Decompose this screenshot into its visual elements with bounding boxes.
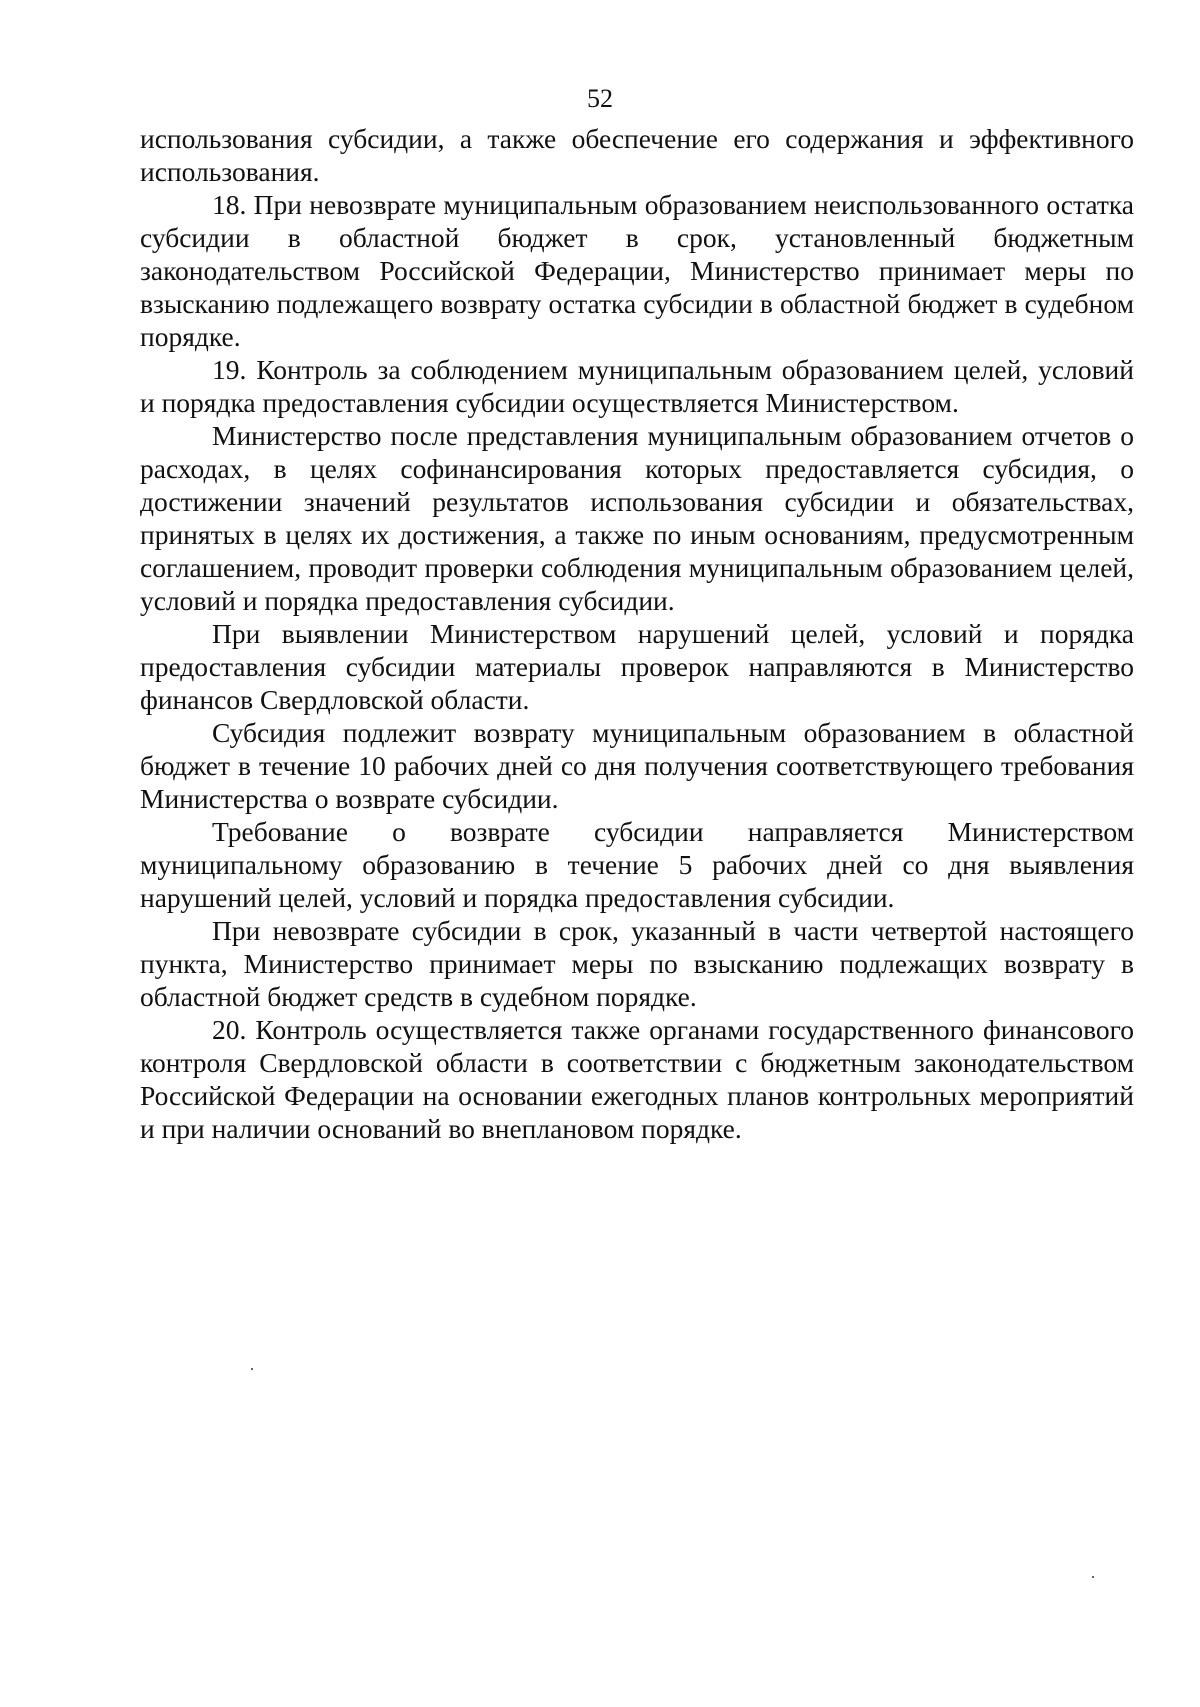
paragraph-continuation: использования субсидии, а также обеспечение его содержания и эффективного использования. (140, 123, 1134, 187)
paragraph-non-refund: При невозврате субсидии в срок, указанный в части четвертой настоящего пункта, Министерство принимает меры по взысканию подлежащих возврату в областной бюджет средств в судебном порядке. (140, 915, 1134, 1012)
document-body (140, 122, 1134, 1145)
paragraph-ministry-checks: Министерство после представления муниципальным образованием отчетов о расходах, в целях софинансирования которых предоставляется субсидия, о достижении значений результатов использования субсидии и обязательствах, принятых в целях их достижения, а также по иным основаниям, предусмотренным соглашением, проводит проверки соблюдения муниципальным образованием целей, условий и порядка предоставления субсидии. (140, 420, 1134, 616)
scan-speck (251, 1368, 253, 1370)
page-number: 52 (587, 84, 613, 113)
scan-speck (1092, 1576, 1094, 1578)
paragraph-violations: При выявлении Министерством нарушений целей, условий и порядка предоставления субсидии материалы проверок направляются в Министерство финансов Свердловской области. (140, 618, 1134, 715)
paragraph-item-18: 18. При невозврате муниципальным образованием неиспользованного остатка субсидии в областной бюджет в срок, установленный бюджетным законодательством Российской Федерации, Министерство принимает меры по взысканию подлежащего возврату остатка субсидии в областной бюджет в судебном порядке. (140, 189, 1134, 352)
paragraph-item-20: 20. Контроль осуществляется также органами государственного финансового контроля Свердловской области в соответствии с бюджетным законодательством Российской Федерации на основании ежегодных планов контрольных мероприятий и при наличии оснований во внеплановом порядке. (140, 1014, 1134, 1144)
paragraph-refund-term: Субсидия подлежит возврату муниципальным образованием в областной бюджет в течение 10 рабочих дней со дня получения соответствующего требования Министерства о возврате субсидии. (140, 717, 1134, 814)
paragraph-item-19: 19. Контроль за соблюдением муниципальным образованием целей, условий и порядка предоставления субсидии осуществляется Министерством. (140, 354, 1134, 418)
paragraph-refund-demand: Требование о возврате субсидии направляется Министерством муниципальному образованию в течение 5 рабочих дней со дня выявления нарушений целей, условий и порядка предоставления субсидии. (140, 816, 1134, 913)
